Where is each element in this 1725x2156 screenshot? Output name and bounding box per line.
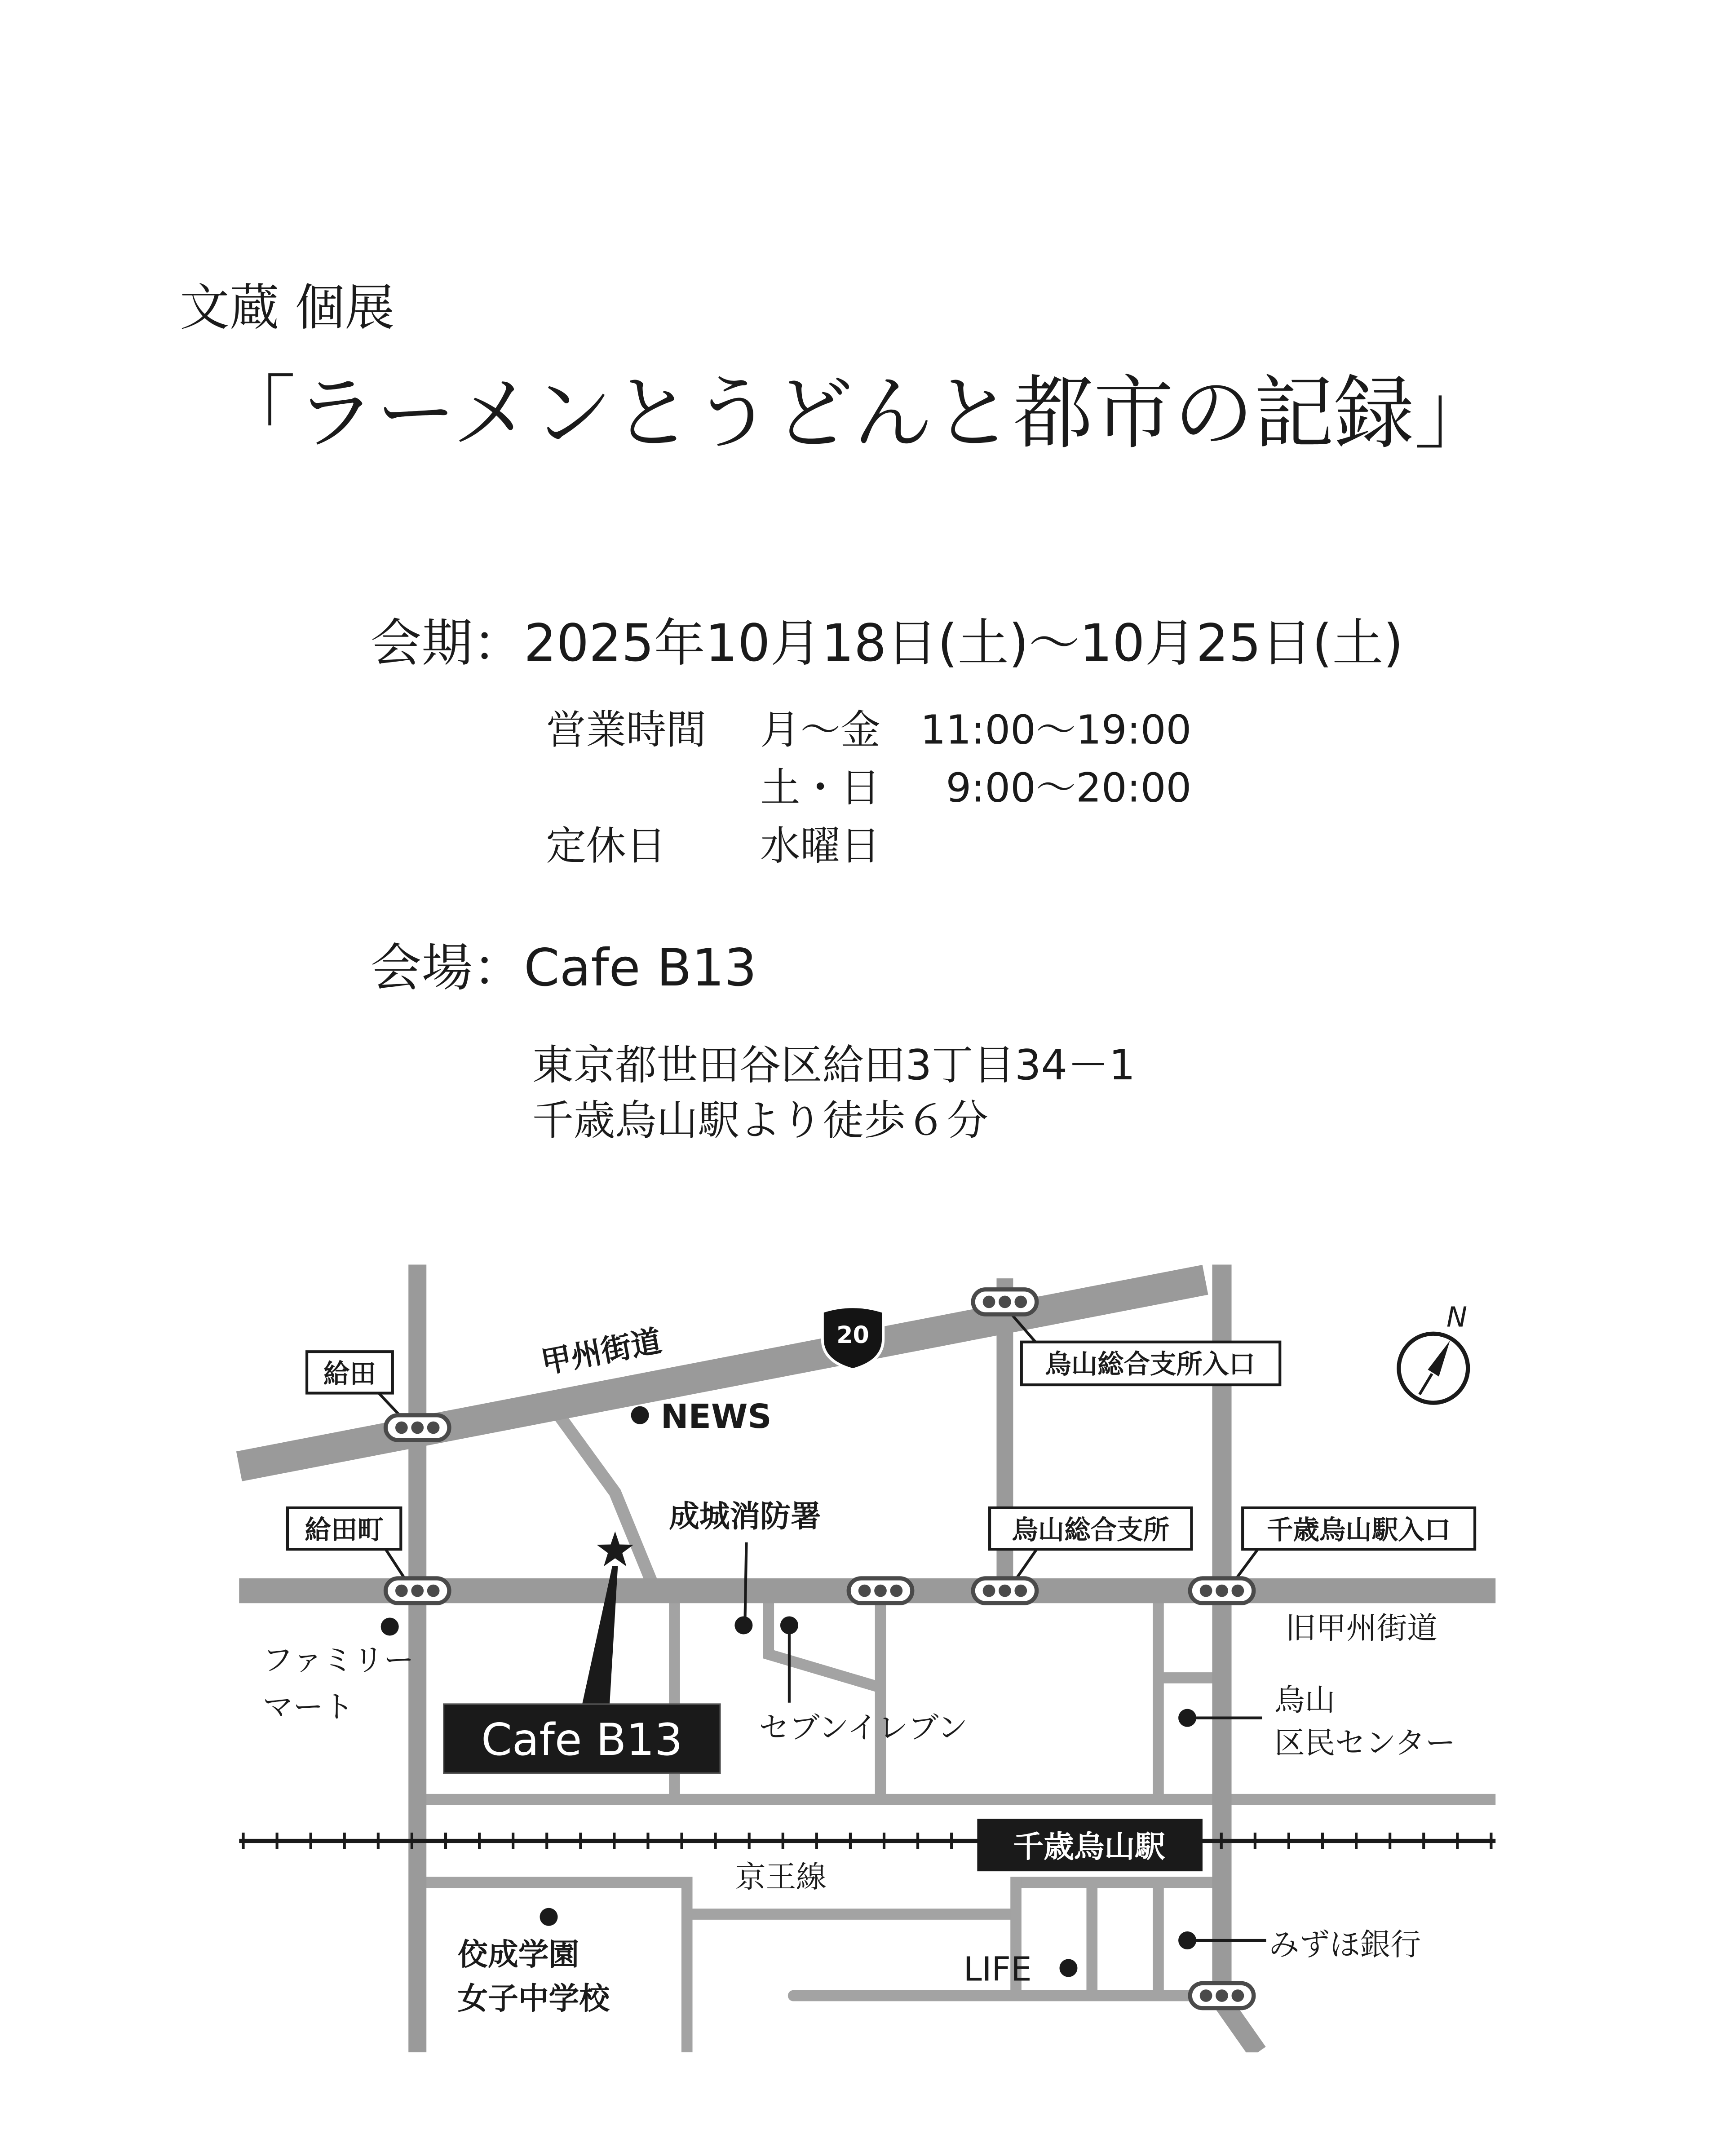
landmark-dot: [540, 1908, 558, 1926]
compass-icon: [1399, 1301, 1468, 1403]
traffic-light-icon: [1190, 1983, 1254, 2008]
route-shield-icon: [823, 1307, 883, 1370]
weekend-hours: 9:00〜20:00: [946, 764, 1192, 812]
weekday-days: 月〜金: [760, 706, 881, 753]
access-map: [221, 1264, 1520, 2052]
intersection-label-kyudencho: [288, 1508, 401, 1549]
road-name-kyu-koshu-kaido: 旧甲州街道: [1285, 1610, 1438, 1646]
landmark-school-line1: 佼成学園: [457, 1936, 579, 1972]
venue-access: 千歳烏山駅より徒歩６分: [532, 1097, 988, 1146]
railway-line-name: 京王線: [735, 1859, 827, 1895]
intersection-label-kyuden: [307, 1352, 393, 1393]
intersection-name: 烏山総合支所: [1012, 1515, 1170, 1546]
landmark-dot: [1178, 1709, 1196, 1727]
landmark-fire-station: 成城消防署: [669, 1498, 821, 1534]
station-label: [977, 1819, 1203, 1871]
venue-label: Cafe B13: [481, 1714, 683, 1766]
railway: [239, 1833, 1495, 1849]
traffic-light-icon: [385, 1578, 449, 1603]
hours-label: 営業時間: [546, 706, 707, 753]
intersection-name: 千歳烏山駅入口: [1267, 1515, 1451, 1546]
landmark-dot: [734, 1616, 752, 1634]
traffic-light-icon: [973, 1578, 1037, 1603]
intersection-name: 烏山総合支所入口: [1045, 1348, 1255, 1379]
closed-label: 定休日: [546, 822, 667, 870]
connector-line: [745, 1542, 746, 1620]
landmark-life: LIFE: [963, 1950, 1032, 1989]
intersection-label-station-entrance: [1243, 1508, 1475, 1549]
weekday-hours: 11:00〜19:00: [920, 706, 1192, 753]
landmark-mizuho: みずほ銀行: [1269, 1926, 1421, 1962]
station-name: 千歳烏山駅: [1013, 1829, 1165, 1864]
traffic-light-icon: [385, 1415, 449, 1440]
venue-label: 会場：: [370, 938, 524, 998]
landmark-news: NEWS: [660, 1397, 772, 1436]
landmark-family-mart-line2: マート: [262, 1689, 354, 1725]
road-minor: [553, 1407, 653, 1584]
landmark-family-mart-line1: ファミリー: [262, 1642, 414, 1678]
landmark-dot: [780, 1616, 798, 1634]
traffic-light-icon: [1190, 1578, 1254, 1603]
period-line: [370, 614, 1403, 673]
venue-address: 東京都世田谷区給田3丁目34－1: [532, 1042, 1136, 1091]
traffic-light-icon: [973, 1290, 1037, 1314]
landmark-school-line2: 女子中学校: [457, 1980, 610, 2016]
traffic-lights: [385, 1290, 1253, 2008]
intersection-label-branch-office-entrance: [1022, 1342, 1280, 1385]
landmark-community-center-line2: 区民センター: [1274, 1725, 1456, 1761]
traffic-light-icon: [849, 1578, 912, 1603]
artist-label: 文蔵 個展: [180, 280, 395, 337]
intersection-label-branch-office: [990, 1508, 1191, 1549]
landmark-community-center-line1: 烏山: [1274, 1682, 1336, 1718]
venue-line: [370, 938, 757, 998]
compass-north-label: N: [1446, 1301, 1468, 1334]
closed-day: 水曜日: [760, 822, 881, 870]
period-label: 会期：: [370, 614, 524, 673]
exhibition-title: 「ラーメンとうどんと都市の記録」: [216, 366, 1495, 460]
venue-name: Cafe B13: [524, 938, 757, 998]
landmark-dot: [631, 1406, 649, 1424]
weekend-days: 土・日: [760, 764, 881, 812]
intersection-name: 給田: [323, 1358, 376, 1389]
period-dates: 2025年10月18日(土)〜10月25日(土): [524, 614, 1403, 673]
road-name-koshu-kaido: 甲州街道: [538, 1323, 664, 1381]
landmark-seven-eleven: セブンイレブン: [759, 1710, 968, 1745]
landmark-dot: [381, 1618, 399, 1636]
intersection-name: 給田町: [305, 1515, 384, 1546]
landmark-dot: [1059, 1959, 1077, 1977]
route-number: 20: [836, 1321, 869, 1349]
landmark-dot: [1178, 1931, 1196, 1949]
